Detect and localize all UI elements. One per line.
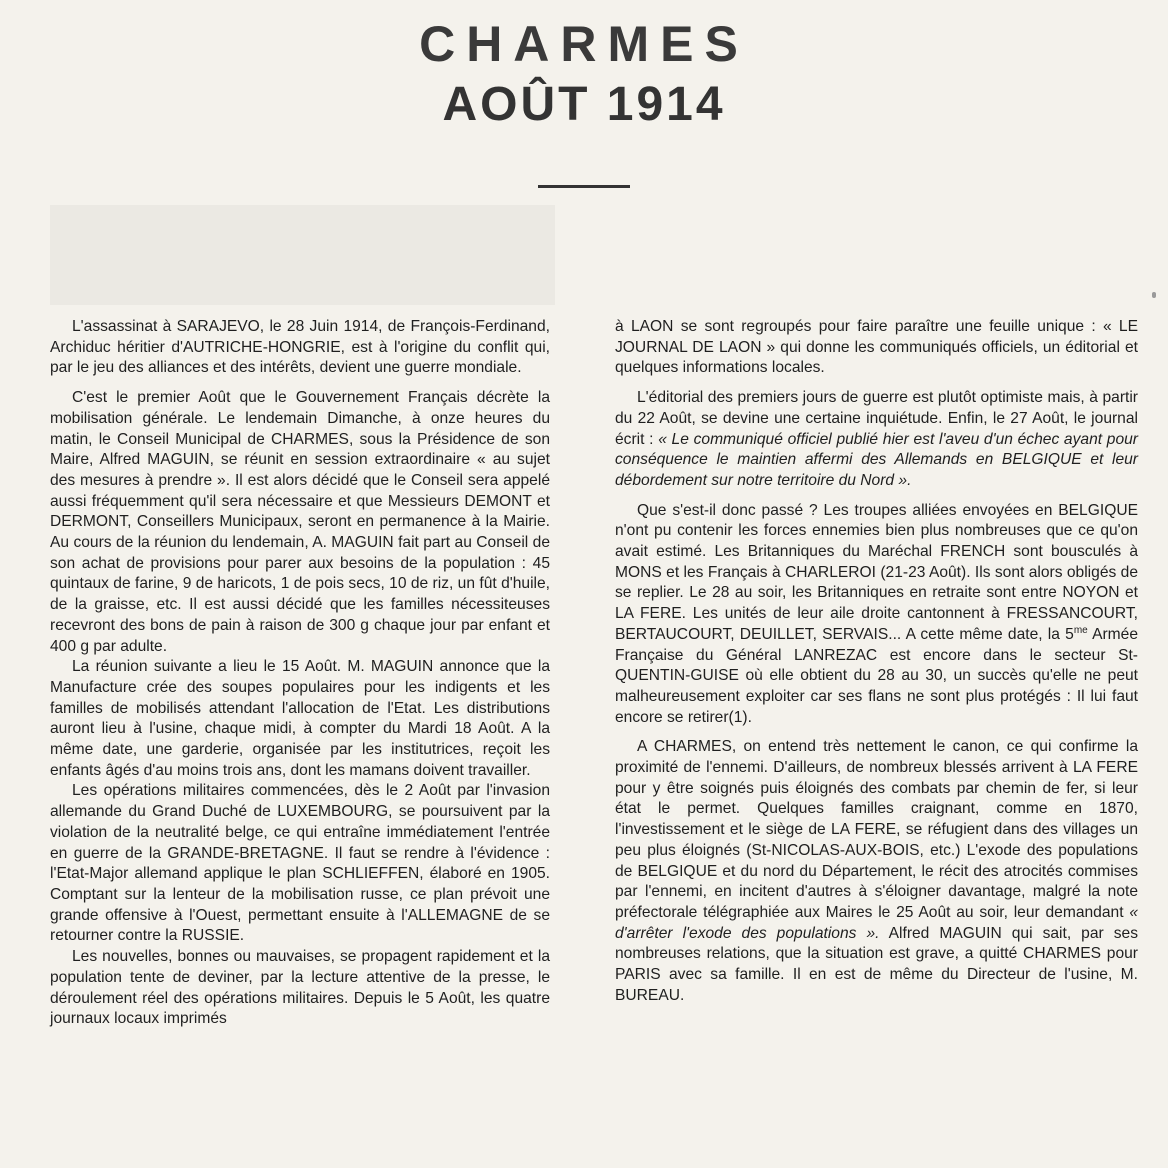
paragraph: Les opérations militaires commencées, dès le 2 Août par l'invasion allemande du Grand Duché de LUXEMBOURG, se poursuivent par la violation de la neutralité belge, ce qui entraîne immédiatement l'entrée en guerre de la GRANDE-BRETAGNE. Il faut se rendre à l'évidence : l'Etat-Major allemand applique le plan SCHLIEFFEN, élaboré en 1905. Comptant sur la lenteur de la mobilisation russe, ce plan prévoit une grande offensive à l'Ouest, permettant ensuite à l'ALLEMAGNE de se retourner contre la RUSSIE. bbox=[50, 782, 550, 945]
header bbox=[0, 16, 1168, 132]
paragraph bbox=[615, 501, 1138, 729]
paragraph-text: Alfred MAGUIN qui sait, par ses nombreuses relations, que la situation est grave, a quitté CHARMES pour PARIS avec sa famille. Il en est de même du Directeur de l'usine, M. BUREAU. bbox=[615, 924, 1138, 1004]
article-right-column bbox=[615, 317, 1138, 1007]
prefecture-quote: « d'arrêter l'exode des populations ». bbox=[615, 903, 1138, 942]
article-left-column bbox=[50, 317, 550, 1030]
paragraph: L'assassinat à SARAJEVO, le 28 Juin 1914, de François-Ferdinand, Archiduc héritier d'AUTRICHE-HONGRIE, est à l'origine du conflit qui, par le jeu des alliances et des intérêts, devient une guerre mondiale. bbox=[50, 318, 550, 377]
paragraph-text: A CHARMES, on entend très nettement le canon, ce qui confirme la proximité de l'ennemi. D'ailleurs, de nombreux blessés arrivent à LA FERE pour y être soignés puis éloignés des combats par chemin de fer, si leur état le permet. Quelques familles craignant, comme en 1870, l'investissement et le siège de LA FERE, se réfugient dans des villages un peu plus éloignés (St-NICOLAS-AUX-BOIS, etc.) L'exode des populations de BELGIQUE et du nord du Département, le récit des atrocités commises par l'ennemi, en incitent d'autres à s'éloigner davantage, malgré la note préfectorale télégraphiée aux Maires le 25 Août au soir, leur demandant bbox=[615, 738, 1138, 921]
paragraph: La réunion suivante a lieu le 15 Août. M. MAGUIN annonce que la Manufacture crée des soupes populaires pour les indigents et les familles de mobilisés attendant l'allocation de l'Etat. Les distributions auront lieu à l'usine, chaque midi, à compter du Mardi 18 Août. A la même date, une garderie, organisée par les institutrices, reçoit les enfants âgés d'au moins trois ans, dont les mamans doivent travailler. bbox=[50, 658, 550, 779]
paragraph-text: L'éditorial des premiers jours de guerre est plutôt optimiste mais, à partir du 22 Août, se devine une certaine inquiétude. Enfin, le 27 Août, le journal écrit : bbox=[615, 389, 1138, 448]
paper-speck bbox=[1152, 292, 1156, 298]
paragraph: C'est le premier Août que le Gouvernement Français décrète la mobilisation générale. Le lendemain Dimanche, à onze heures du matin, le Conseil Municipal de CHARMES, sous la Présidence de son Maire, Alfred MAGUIN, se réunit en session extraordinaire « au sujet des mesures à prendre ». Il est alors décidé que le Conseil sera appelé aussi fréquemment qu'il sera nécessaire et que Messieurs DEMONT et DERMONT, Conseillers Municipaux, seront en permanence à la Mairie. Au cours de la réunion du lendemain, A. MAGUIN fait part au Conseil de son achat de provisions pour parer aux besoins de la population : 45 quintaux de farine, 9 de haricots, 1 de pois secs, 10 de riz, un fût d'huile, de la graisse, etc. Il est aussi décidé que les familles nécessiteuses recevront des bons de pain à raison de 300 g chaque jour par enfant et 400 g par adulte. bbox=[50, 389, 550, 655]
paragraph: Les nouvelles, bonnes ou mauvaises, se propagent rapidement et la population tente de deviner, par la lecture attentive de la presse, le déroulement réel des opérations militaires. Depuis le 5 Août, les quatre journaux locaux imprimés bbox=[50, 948, 550, 1028]
page-title: CHARMES bbox=[419, 16, 749, 72]
paragraph bbox=[615, 388, 1138, 492]
paragraph: à LAON se sont regroupés pour faire paraître une feuille unique : « LE JOURNAL DE LAON » qui donne les communiqués officiels, un éditorial et quelques informations locales. bbox=[615, 318, 1138, 377]
journal-quote: « Le communiqué officiel publié hier est l'aveu d'un échec ayant pour conséquence le maintien affermi des Allemands en BELGIQUE et leur débordement sur notre territoire du Nord ». bbox=[615, 430, 1138, 489]
paragraph-text: Armée Française du Général LANREZAC est encore dans le secteur St-QUENTIN-GUISE où elle obtient du 28 au 30, un succès qu'elle ne peut malheureusement exploiter car ses flans ne sont plus protégés : Il lui faut encore se retirer(1). bbox=[615, 625, 1138, 726]
page-subtitle: AOÛT 1914 bbox=[442, 78, 726, 131]
title-divider bbox=[538, 185, 630, 188]
ordinal-suffix: me bbox=[1073, 624, 1088, 636]
paragraph bbox=[615, 737, 1138, 1006]
bleed-through-photo bbox=[50, 205, 555, 305]
paragraph-text: Que s'est-il donc passé ? Les troupes alliées envoyées en BELGIQUE n'ont pu contenir les forces ennemies bien plus nombreuses que ce qu'on avait estimé. Les Britanniques du Maréchal FRENCH sont bousculés à MONS et les Français à CHARLEROI (21-23 Août). Ils sont alors obligés de se replier. Le 28 au soir, les Britanniques en retraite sont entre NOYON et LA FERE. Les unités de leur aile droite cantonnent à FRESSANCOURT, BERTAUCOURT, DEUILLET, SERVAIS... A cette même date, la 5 bbox=[615, 501, 1138, 643]
